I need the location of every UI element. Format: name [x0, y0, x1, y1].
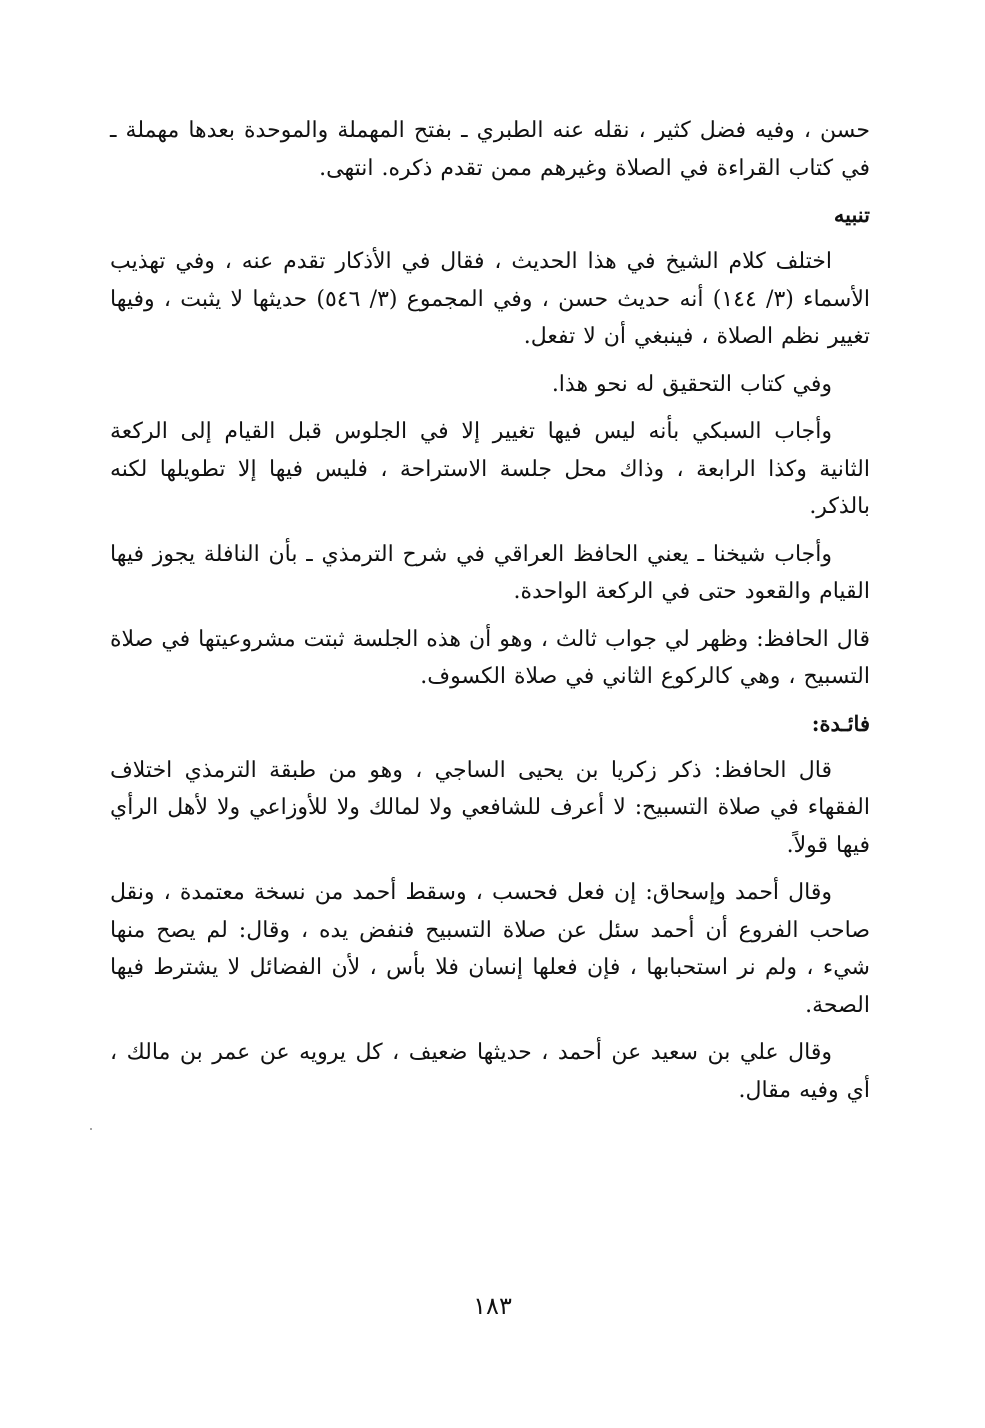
paragraph-7: قال الحافظ: ذكر زكريا بن يحيى الساجي ، وهو من طبقة الترمذي اختلاف الفقهاء في صلاة التسبيح: لا أعرف للشافعي ولا لمالك ولا للأوزاعي ولا لأهل الرأي فيها قولاً. [110, 757, 870, 858]
spacer [110, 742, 870, 752]
paragraph-8: وقال أحمد وإسحاق: إن فعل فحسب ، وسقط أحمد من نسخة معتمدة ، ونقل صاحب الفروع أن أحمد سئل عن صلاة التسبيح فنفض يده ، وقال: لم يصح منها شيء ، ولم نر استحبابها ، فإن فعلها إنسان فلا بأس ، لأن الفضائل لا يشترط فيها الصحة. [110, 880, 870, 1018]
paragraph-5: وأجاب شيخنا ـ يعني الحافظ العراقي في شرح الترمذي ـ بأن النافلة يجوز فيها القيام والقعود حتى في الركعة الواحدة. [110, 541, 870, 604]
spacer [110, 403, 870, 413]
heading-tanbih: تنبيه [833, 202, 870, 227]
page-body [110, 112, 870, 1109]
paragraph-2: اختلف كلام الشيخ في هذا الحديث ، فقال في الأذكار تقدم عنه ، وفي تهذيب الأسماء (٣/ ١٤٤) أنه حديث حسن ، وفي المجموع (٣/ ٥٤٦) حديثها لا يثبت ، وفيها تغيير نظم الصلاة ، فينبغي أن لا تفعل. [110, 249, 871, 349]
paragraph-6: قال الحافظ: وظهر لي جواب ثالث ، وهو أن هذه الجلسة ثبتت مشروعيتها في صلاة التسبيح ، وهي كالركوع الثاني في صلاة الكسوف. [110, 626, 870, 689]
heading-faida: فائـدة: [811, 710, 870, 736]
scan-speck [90, 1128, 92, 1130]
paragraph-3: وفي كتاب التحقيق له نحو هذا. [551, 371, 832, 397]
spacer [110, 356, 870, 366]
spacer [110, 1024, 870, 1034]
spacer [110, 611, 870, 621]
paragraph-4: وأجاب السبكي بأنه ليس فيها تغيير إلا في الجلوس قبل القيام إلى الركعة الثانية وكذا الرابعة ، وذاك محل جلسة الاستراحة ، فليس فيها إلا تطويلها لكنه بالذكر. [110, 419, 871, 519]
spacer [110, 864, 870, 874]
paragraph-1: حسن ، وفيه فضل كثير ، نقله عنه الطبري ـ بفتح المهملة والموحدة بعدها مهملة ـ في كتاب القراءة في الصلاة وغيرهم ممن تقدم ذكره. انتهى. [110, 118, 870, 181]
spacer [110, 526, 870, 536]
spacer [110, 187, 870, 197]
page-number: ١٨٣ [473, 1292, 512, 1320]
spacer [110, 233, 870, 243]
spacer [110, 696, 870, 706]
paragraph-9: وقال علي بن سعيد عن أحمد ، حديثها ضعيف ، كل يرويه عن عمر بن مالك ، أي وفيه مقال. [110, 1040, 870, 1103]
